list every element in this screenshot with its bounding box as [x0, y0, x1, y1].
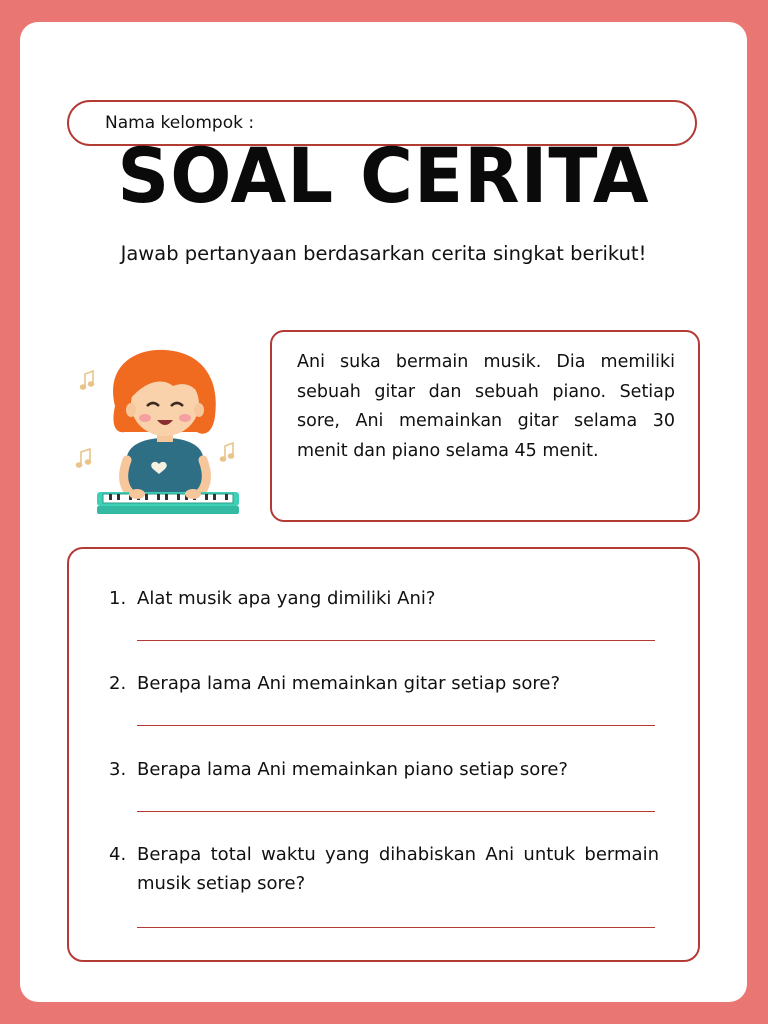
page-title: SOAL CERITA	[117, 131, 650, 221]
answer-line-4[interactable]	[137, 927, 655, 928]
question-text: Berapa lama Ani memainkan gitar setiap sore?	[137, 673, 560, 694]
question-4	[109, 840, 659, 898]
questions-box	[67, 547, 700, 962]
story-text: Ani suka bermain musik. Dia memiliki sebuah gitar dan sebuah piano. Setiap sore, Ani memainkan gitar selama 30 menit dan piano selama 45 menit.	[297, 352, 675, 461]
question-number: 2.	[109, 673, 127, 694]
question-text: Berapa total waktu yang dihabiskan Ani untuk bermain musik setiap sore?	[137, 844, 659, 894]
group-name-label: Nama kelompok :	[105, 113, 255, 133]
question-text: Berapa lama Ani memainkan piano setiap sore?	[137, 759, 568, 780]
question-1	[109, 584, 659, 613]
answer-line-3[interactable]	[137, 811, 655, 812]
story-box	[270, 330, 700, 522]
girl-playing-piano-icon	[75, 336, 245, 516]
answer-line-1[interactable]	[137, 640, 655, 641]
question-number: 4.	[109, 844, 127, 865]
question-3	[109, 755, 659, 784]
answer-line-2[interactable]	[137, 725, 655, 726]
question-2	[109, 669, 659, 698]
question-number: 3.	[109, 759, 127, 780]
question-number: 1.	[109, 588, 127, 609]
instruction-text: Jawab pertanyaan berdasarkan cerita singkat berikut!	[120, 242, 647, 265]
question-text: Alat musik apa yang dimiliki Ani?	[137, 588, 436, 609]
worksheet	[20, 22, 747, 1002]
